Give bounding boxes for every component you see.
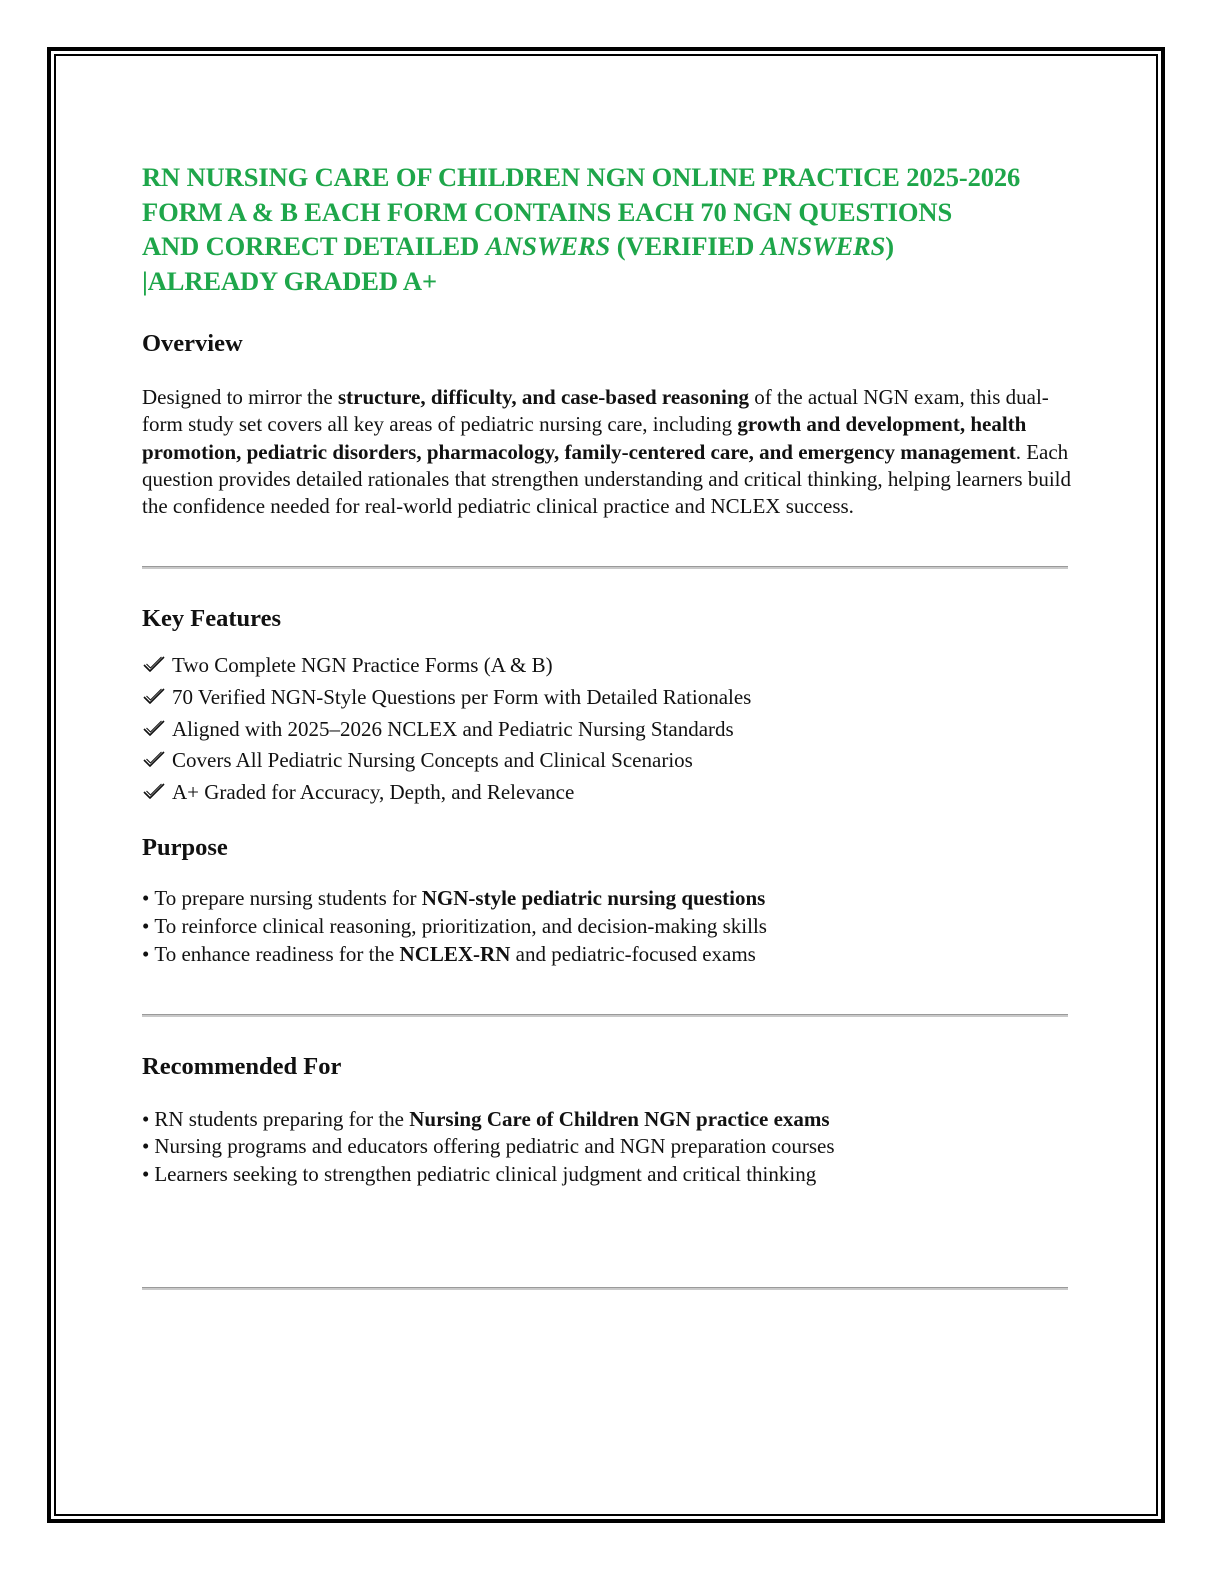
bullet-icon: • <box>142 886 150 911</box>
bullet-icon: • <box>142 1106 150 1131</box>
check-mark-icon <box>142 781 166 801</box>
bullet-icon: • <box>142 941 150 966</box>
title-line: FORM A & B EACH FORM CONTAINS EACH 70 NGN QUESTIONS <box>142 196 953 227</box>
recommended-heading: Recommended For <box>142 1052 342 1080</box>
bullet-icon: • <box>142 1161 150 1186</box>
feature-item: Two Complete NGN Practice Forms (A & B) <box>142 650 1072 682</box>
bullet-icon: • <box>142 1134 150 1159</box>
purpose-heading: Purpose <box>142 834 228 862</box>
recommended-item: • Learners seeking to strengthen pediatric clinical judgment and critical thinking <box>142 1161 817 1186</box>
overview-paragraph: Designed to mirror the structure, difficulty, and case-based reasoning of the actual NGN exam, this dual-form study set covers all key areas of pediatric nursing care, including growth and development, health promotion, pediatric disorders, pharmacology, family-centered care, and emergency management. Each question provides detailed rationales that strengthen understanding and critical thinking, helping learners build the confidence needed for real-world pediatric clinical practice and NCLEX success. <box>142 385 1072 519</box>
feature-item: Aligned with 2025–2026 NCLEX and Pediatric Nursing Standards <box>142 714 1072 746</box>
check-mark-icon <box>142 718 166 738</box>
key-features-heading: Key Features <box>142 605 282 633</box>
bullet-icon: • <box>142 914 150 939</box>
section-divider <box>142 1287 1068 1290</box>
key-features-list <box>142 650 1072 808</box>
check-mark-icon <box>142 654 166 674</box>
purpose-item: • To enhance readiness for the NCLEX-RN and pediatric-focused exams <box>142 941 756 966</box>
feature-item: A+ Graded for Accuracy, Depth, and Relevance <box>142 777 1072 809</box>
purpose-item: • To prepare nursing students for NGN-style pediatric nursing questions <box>142 886 766 911</box>
title-line: |ALREADY GRADED A+ <box>142 265 437 296</box>
recommended-item: • Nursing programs and educators offering pediatric and NGN preparation courses <box>142 1134 835 1159</box>
recommended-item: • RN students preparing for the Nursing Care of Children NGN practice exams <box>142 1106 830 1131</box>
title-line: RN NURSING CARE OF CHILDREN NGN ONLINE PRACTICE 2025-2026 <box>142 162 1021 192</box>
check-mark-icon <box>142 686 166 706</box>
section-divider <box>142 566 1068 569</box>
section-divider <box>142 1014 1068 1017</box>
overview-heading: Overview <box>142 330 243 357</box>
feature-item: 70 Verified NGN-Style Questions per Form with Detailed Rationales <box>142 682 1072 714</box>
recommended-list <box>142 1106 1072 1189</box>
title-line: AND CORRECT DETAILED ANSWERS (VERIFIED ANSWERS) <box>142 231 895 261</box>
purpose-item: • To reinforce clinical reasoning, prioritization, and decision-making skills <box>142 914 767 939</box>
feature-item: Covers All Pediatric Nursing Concepts and Clinical Scenarios <box>142 745 1072 777</box>
document-title <box>142 160 1072 298</box>
check-mark-icon <box>142 749 166 769</box>
document-body <box>142 160 1072 1290</box>
purpose-list <box>142 885 1072 968</box>
